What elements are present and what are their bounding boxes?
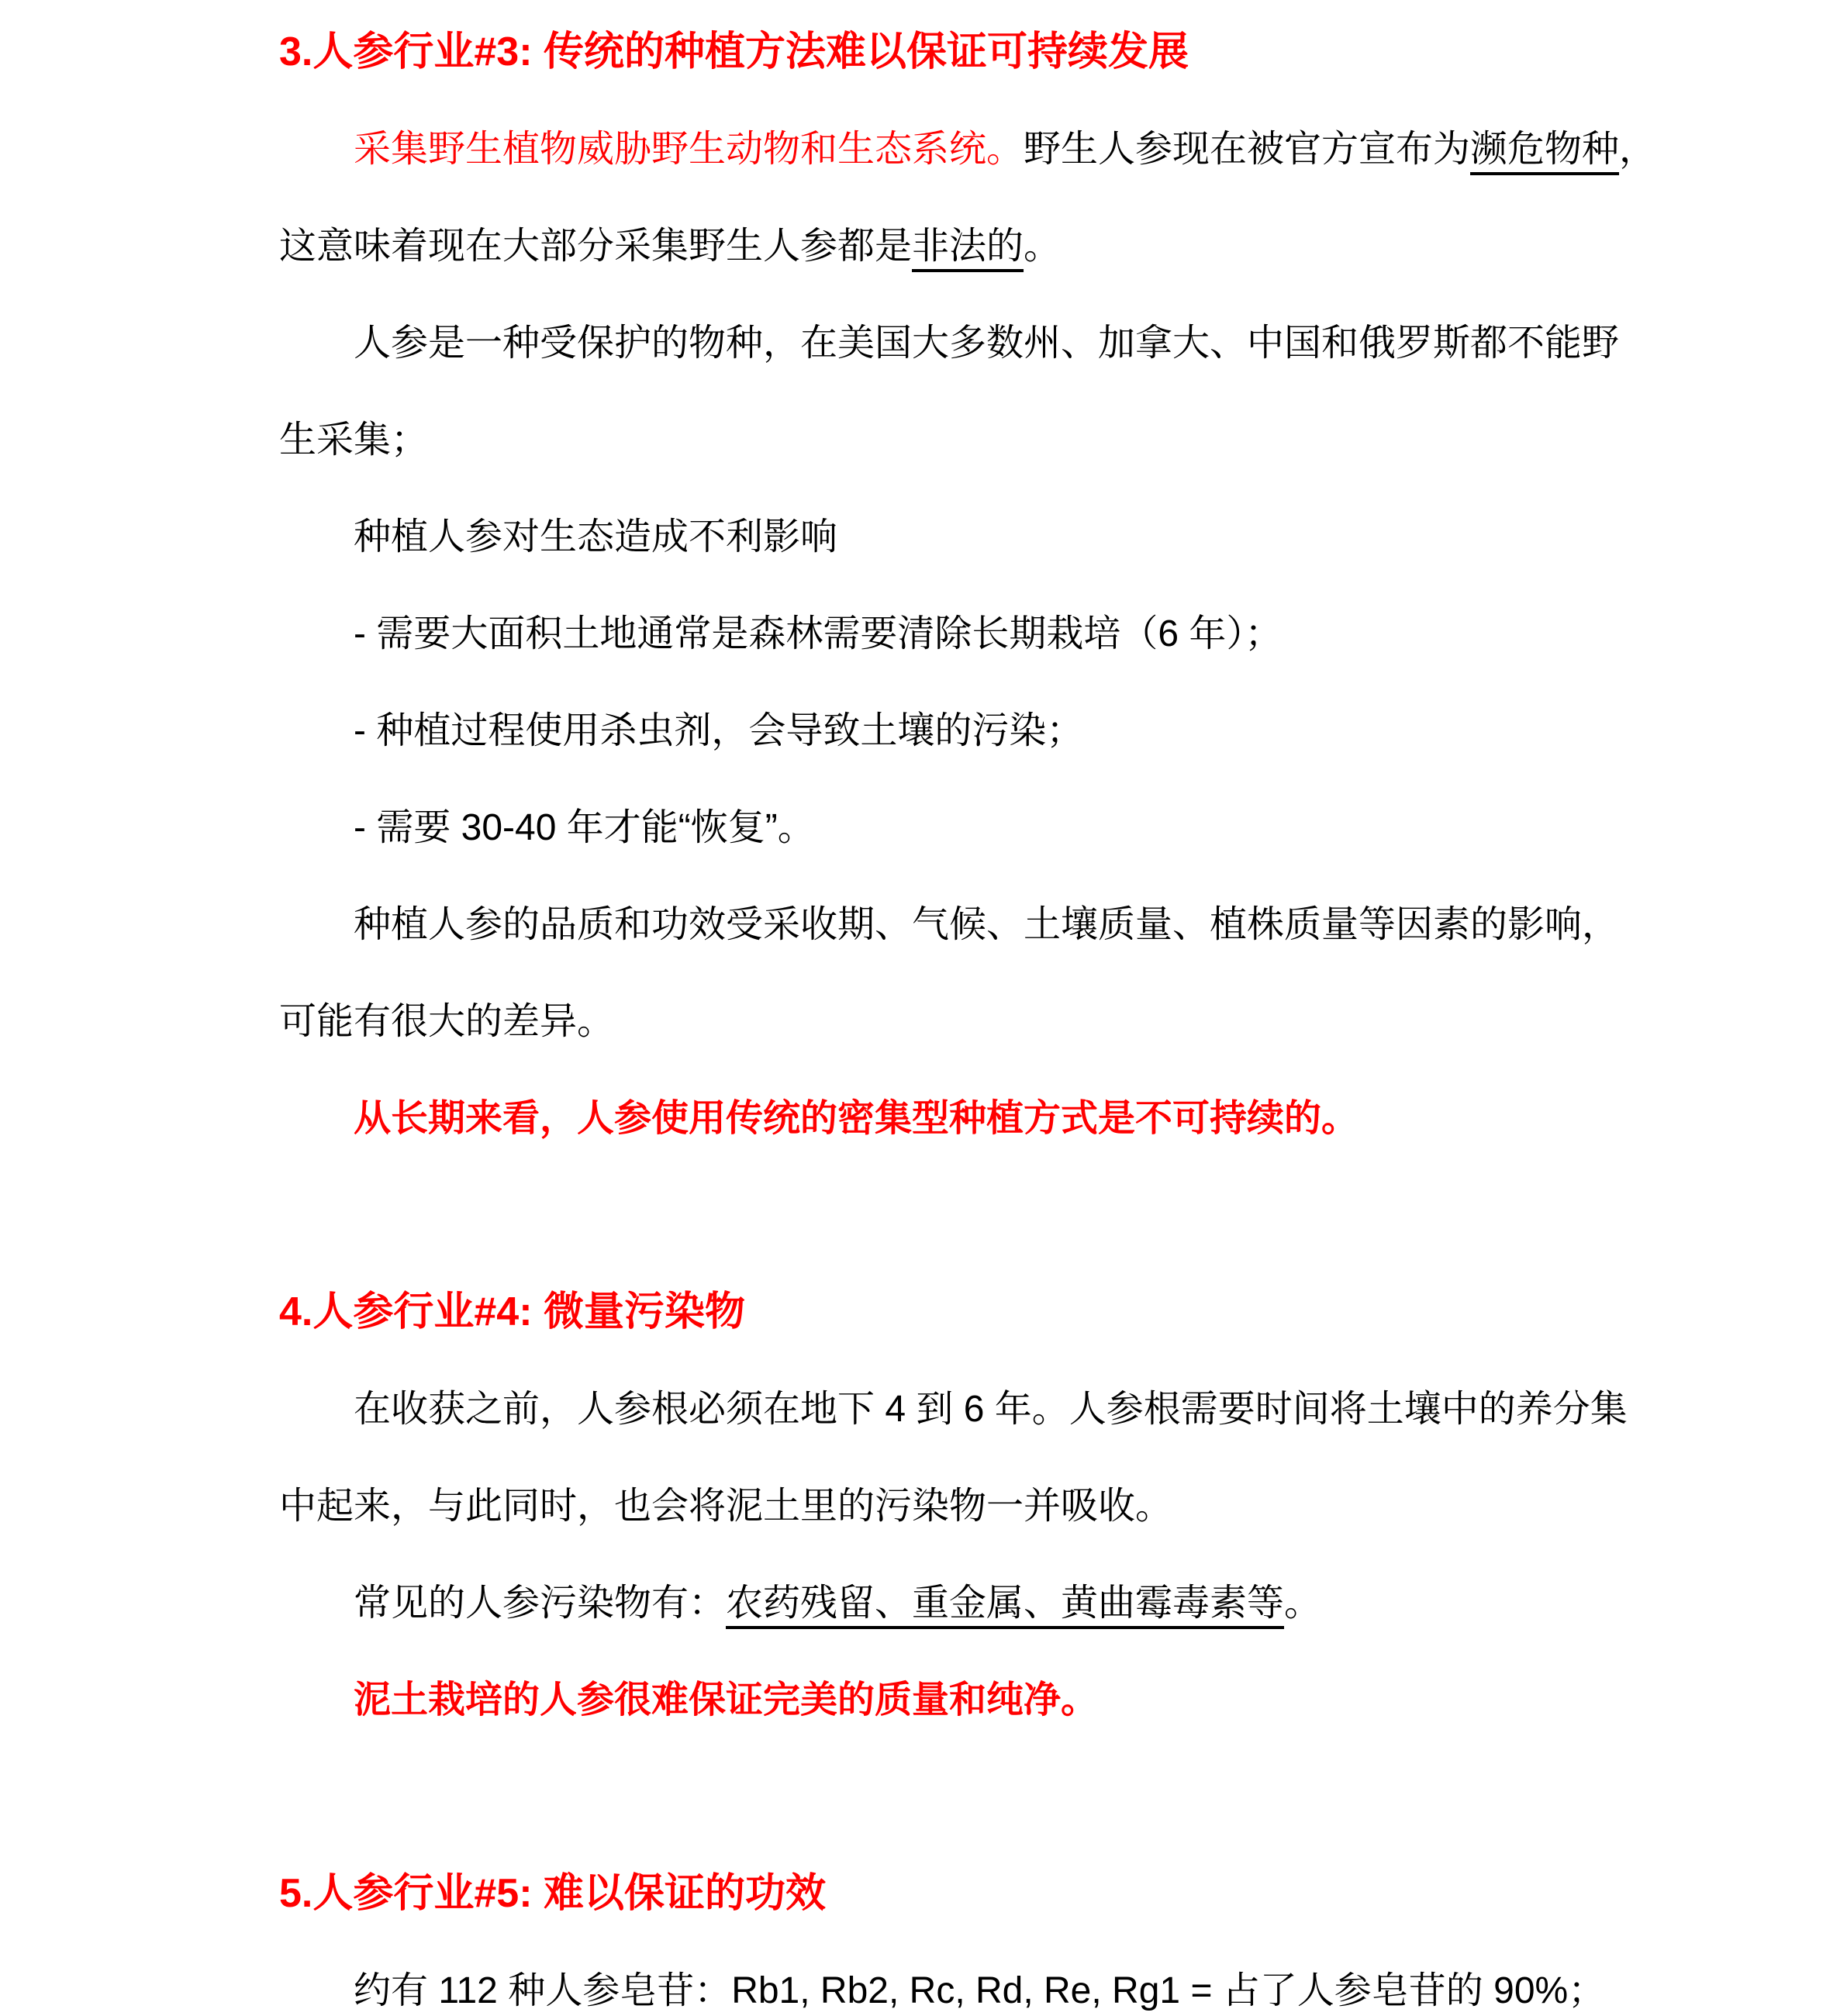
text-run: 人参是一种受保护的物种，在美国大多数州、加拿大、中国和俄罗斯都不能野 (354, 323, 1620, 364)
red-emphasis-text: 4.人参行业#4: 微量污染物 (279, 1289, 745, 1334)
text-run: 野生人参现在被官方宣布为 (1024, 129, 1471, 170)
red-emphasis-text: 5.人参行业#5: 难以保证的功效 (279, 1871, 826, 1916)
body-line (279, 101, 1675, 198)
red-emphasis-text: 泥土栽培的人参很难保证完美的质量和纯净。 (354, 1679, 1099, 1721)
body-line (279, 1555, 1675, 1652)
red-emphasis-text: 从长期来看，人参使用传统的密集型种植方式是不可持续的。 (354, 1098, 1359, 1139)
text-run: 这意味着现在大部分采集野生人参都是 (279, 226, 913, 267)
text-run: 种植人参对生态造成不利影响 (354, 516, 838, 558)
body-line (279, 1652, 1675, 1748)
body-line (279, 973, 1675, 1070)
underlined-text: 非法的 (912, 226, 1024, 267)
section-heading (279, 1845, 1675, 1942)
text-run: 。 (1284, 1583, 1322, 1624)
body-line (279, 1070, 1675, 1167)
text-run: 约有 112 种人参皂苷：Rb1, Rb2, Rc, Rd, Re, Rg1 = 占了人参皂苷的 90%； (354, 1970, 1606, 2011)
text-run: 常见的人参污染物有： (354, 1583, 727, 1624)
body-line (279, 1942, 1675, 2016)
text-run: 中起来，与此同时，也会将泥土里的污染物一并吸收。 (279, 1486, 1173, 1527)
text-run: ， (1619, 129, 1657, 170)
body-line (279, 585, 1675, 682)
text-run: - 需要大面积土地通常是森林需要清除长期栽培（6 年）； (354, 613, 1283, 654)
text-run: 种植人参的品质和功效受采收期、气候、土壤质量、植株质量等因素的影响， (354, 904, 1620, 945)
text-run: 生采集； (279, 419, 429, 461)
red-emphasis-text: 3.人参行业#3: 传统的种植方法难以保证可持续发展 (279, 29, 1189, 74)
text-run: 。 (1024, 226, 1062, 267)
body-line (279, 682, 1675, 779)
body-line (279, 1361, 1675, 1458)
blank-line (279, 1167, 1675, 1264)
text-run: 可能有很大的差异。 (279, 1001, 615, 1042)
document-content (279, 4, 1675, 2016)
section-heading (279, 1264, 1675, 1361)
underlined-text: 濒危物种 (1470, 129, 1620, 170)
text-run: - 种植过程使用杀虫剂，会导致土壤的污染； (354, 710, 1084, 751)
body-line (279, 779, 1675, 876)
body-line (279, 392, 1675, 488)
body-line (279, 198, 1675, 295)
text-run: 在收获之前，人参根必须在地下 4 到 6 年。人参根需要时间将土壤中的养分集 (354, 1389, 1628, 1430)
body-line (279, 1458, 1675, 1555)
body-line (279, 488, 1675, 585)
underlined-text: 农药残留、重金属、黄曲霉毒素等 (726, 1583, 1285, 1624)
red-emphasis-text: 采集野生植物威胁野生动物和生态系统。 (354, 129, 1024, 170)
section-heading (279, 4, 1675, 101)
body-line (279, 295, 1675, 392)
blank-line (279, 1748, 1675, 1845)
body-line (279, 876, 1675, 973)
text-run: - 需要 30-40 年才能“恢复”。 (354, 807, 815, 848)
